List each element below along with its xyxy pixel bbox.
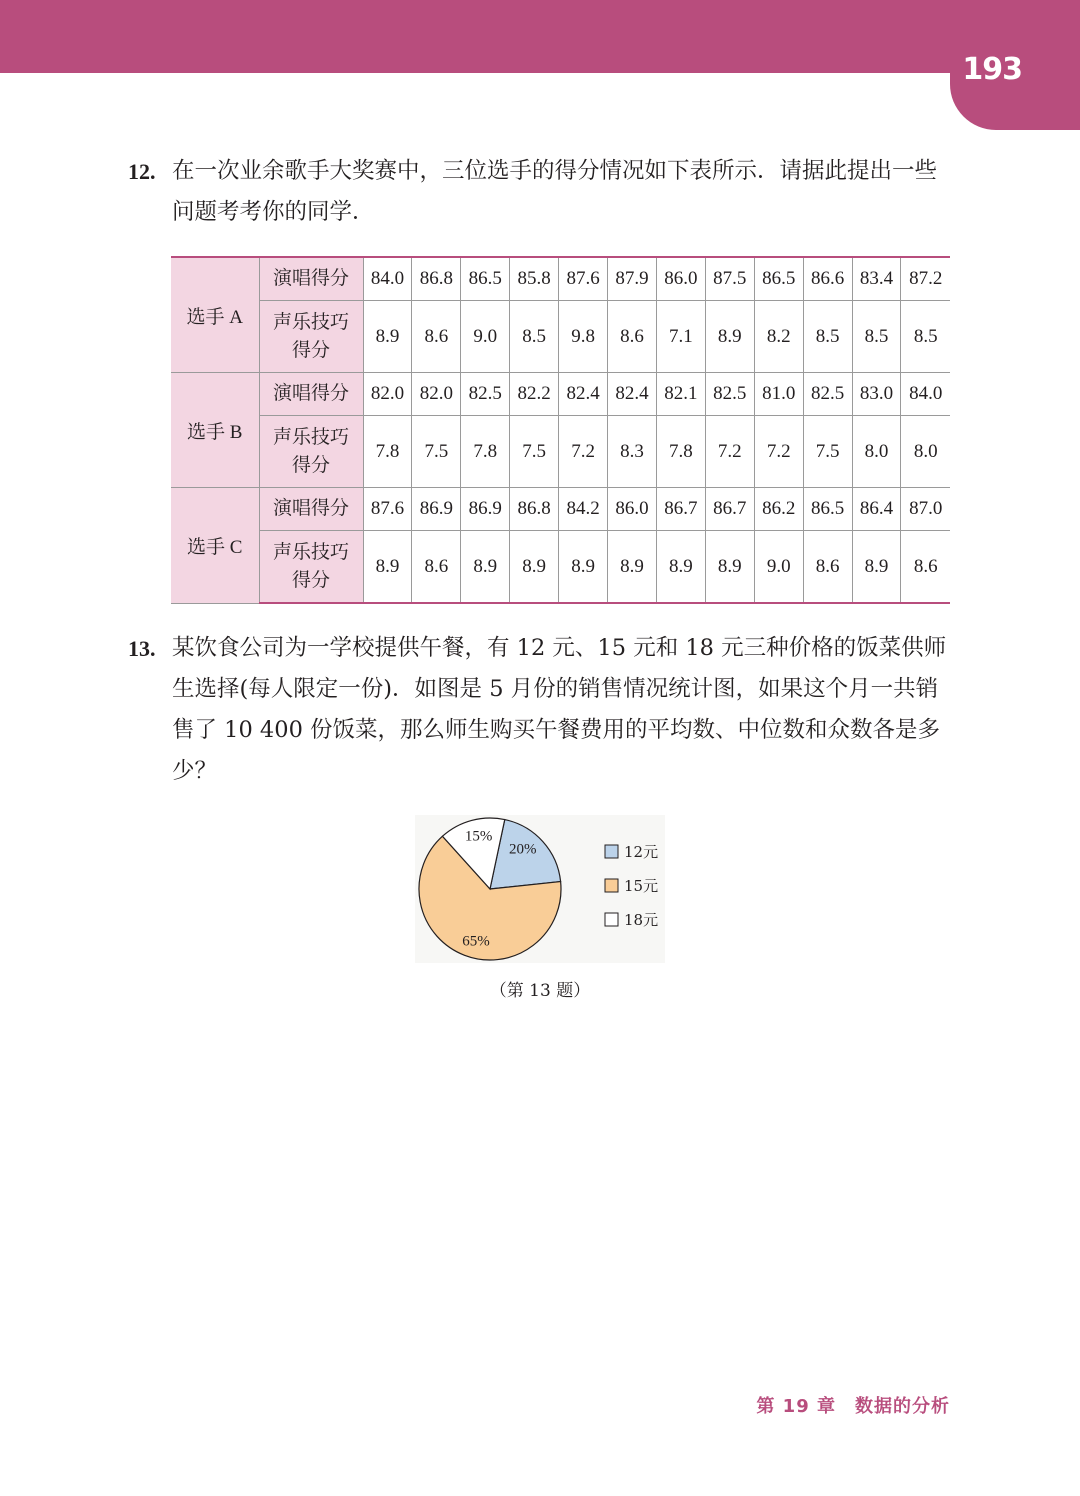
table-cell: 86.8: [412, 257, 461, 301]
table-cell: 82.2: [510, 373, 559, 416]
row-label-technique: [259, 416, 363, 488]
table-cell: 86.0: [656, 257, 705, 301]
table-cell: 82.1: [656, 373, 705, 416]
table-cell: 82.4: [608, 373, 657, 416]
row-label-technique: [259, 531, 363, 604]
label-line: 声乐技巧: [272, 426, 349, 448]
table-row: [171, 531, 950, 604]
problem-13: [128, 628, 958, 792]
table-cell: 8.5: [803, 301, 852, 373]
table-cell: 8.6: [608, 301, 657, 373]
table-cell: 8.9: [656, 531, 705, 604]
table-cell: 8.5: [901, 301, 950, 373]
table-cell: 7.2: [559, 416, 608, 488]
table-cell: 84.0: [901, 373, 950, 416]
table-cell: 9.0: [461, 301, 510, 373]
table-cell: 86.7: [656, 488, 705, 531]
legend-swatch: [605, 913, 618, 926]
table-cell: 8.9: [705, 531, 754, 604]
table-cell: 7.8: [461, 416, 510, 488]
player-name: 选手 A: [171, 257, 259, 373]
legend-label: 18元: [624, 911, 659, 929]
table-cell: 87.2: [901, 257, 950, 301]
table-cell: 9.8: [559, 301, 608, 373]
table-cell: 7.5: [412, 416, 461, 488]
table-cell: 8.9: [705, 301, 754, 373]
table-cell: 7.2: [705, 416, 754, 488]
label-line: 声乐技巧: [272, 311, 349, 333]
table-cell: 82.4: [559, 373, 608, 416]
legend-label: 15元: [624, 877, 659, 895]
table-cell: 84.0: [363, 257, 412, 301]
table-cell: 82.0: [412, 373, 461, 416]
table-cell: 8.6: [901, 531, 950, 604]
table-cell: 8.3: [608, 416, 657, 488]
table-cell: 83.0: [852, 373, 901, 416]
figure-caption: （第 13 题）: [489, 981, 591, 1001]
table-cell: 7.1: [656, 301, 705, 373]
chapter-footer: 第 19 章 数据的分析: [756, 1396, 950, 1417]
table-cell: 8.6: [412, 301, 461, 373]
table-cell: 8.9: [852, 531, 901, 604]
problem-text: 某饮食公司为一学校提供午餐，有 12 元、15 元和 18 元三种价格的饭菜供师生选择(每人限定一份)．如图是 5 月份的销售情况统计图，如果这个月一共销售了 10 400 份饭菜，那么师生购买午餐费用的平均数、中位数和众数各是多少？: [172, 635, 947, 784]
table-cell: 7.2: [754, 416, 803, 488]
table-cell: 81.0: [754, 373, 803, 416]
table-cell: 8.9: [608, 531, 657, 604]
table-cell: 82.5: [705, 373, 754, 416]
problem-12: [128, 151, 958, 233]
label-line: 得分: [291, 569, 330, 591]
table-cell: 7.5: [803, 416, 852, 488]
label-line: 声乐技巧: [272, 541, 349, 563]
legend-label: 12元: [624, 843, 659, 861]
problem-text: 在一次业余歌手大奖赛中，三位选手的得分情况如下表所示．请据此提出一些问题考考你的同学．: [172, 158, 938, 225]
table-cell: 84.2: [559, 488, 608, 531]
table-cell: 87.9: [608, 257, 657, 301]
table-row: [171, 373, 950, 416]
table-cell: 87.5: [705, 257, 754, 301]
row-label-sing: 演唱得分: [259, 373, 363, 416]
table-cell: 7.8: [363, 416, 412, 488]
table-cell: 82.0: [363, 373, 412, 416]
table-cell: 86.6: [803, 257, 852, 301]
table-cell: 82.5: [803, 373, 852, 416]
table-cell: 8.5: [510, 301, 559, 373]
table-cell: 8.2: [754, 301, 803, 373]
table-cell: 86.9: [461, 488, 510, 531]
table-row: [171, 257, 950, 301]
player-name: 选手 B: [171, 373, 259, 488]
page-number: 193: [962, 52, 1022, 87]
header-band: [0, 0, 1080, 73]
row-label-sing: 演唱得分: [259, 488, 363, 531]
table-cell: 8.9: [363, 301, 412, 373]
table-cell: 8.0: [901, 416, 950, 488]
table-cell: 86.5: [803, 488, 852, 531]
score-table: [171, 256, 950, 604]
table-cell: 86.0: [608, 488, 657, 531]
slice-data-label: 15%: [464, 828, 493, 845]
table-cell: 8.9: [510, 531, 559, 604]
table-cell: 8.0: [852, 416, 901, 488]
table-row: [171, 416, 950, 488]
table-cell: 87.6: [559, 257, 608, 301]
legend-swatch: [605, 845, 618, 858]
problem-number: 13.: [128, 636, 156, 661]
problem-number: 12.: [128, 159, 156, 184]
table-cell: 8.9: [363, 531, 412, 604]
row-label-technique: [259, 301, 363, 373]
table-cell: 86.4: [852, 488, 901, 531]
table-cell: 86.2: [754, 488, 803, 531]
table-cell: 9.0: [754, 531, 803, 604]
label-line: 得分: [291, 339, 330, 361]
table-row: [171, 301, 950, 373]
pie-chart: [415, 815, 665, 963]
table-cell: 7.8: [656, 416, 705, 488]
legend-swatch: [605, 879, 618, 892]
table-cell: 87.6: [363, 488, 412, 531]
table-cell: 7.5: [510, 416, 559, 488]
row-label-sing: 演唱得分: [259, 257, 363, 301]
table-cell: 83.4: [852, 257, 901, 301]
table-cell: 86.5: [754, 257, 803, 301]
table-cell: 82.5: [461, 373, 510, 416]
slice-data-label: 20%: [508, 841, 537, 858]
table-cell: 86.5: [461, 257, 510, 301]
table-cell: 8.9: [559, 531, 608, 604]
table-cell: 87.0: [901, 488, 950, 531]
table-cell: 86.8: [510, 488, 559, 531]
label-line: 得分: [291, 454, 330, 476]
table-cell: 85.8: [510, 257, 559, 301]
table-cell: 86.9: [412, 488, 461, 531]
table-cell: 86.7: [705, 488, 754, 531]
table-cell: 8.6: [803, 531, 852, 604]
player-name: 选手 C: [171, 488, 259, 604]
table-cell: 8.9: [461, 531, 510, 604]
slice-data-label: 65%: [462, 933, 490, 950]
table-cell: 8.5: [852, 301, 901, 373]
table-cell: 8.6: [412, 531, 461, 604]
table-row: [171, 488, 950, 531]
